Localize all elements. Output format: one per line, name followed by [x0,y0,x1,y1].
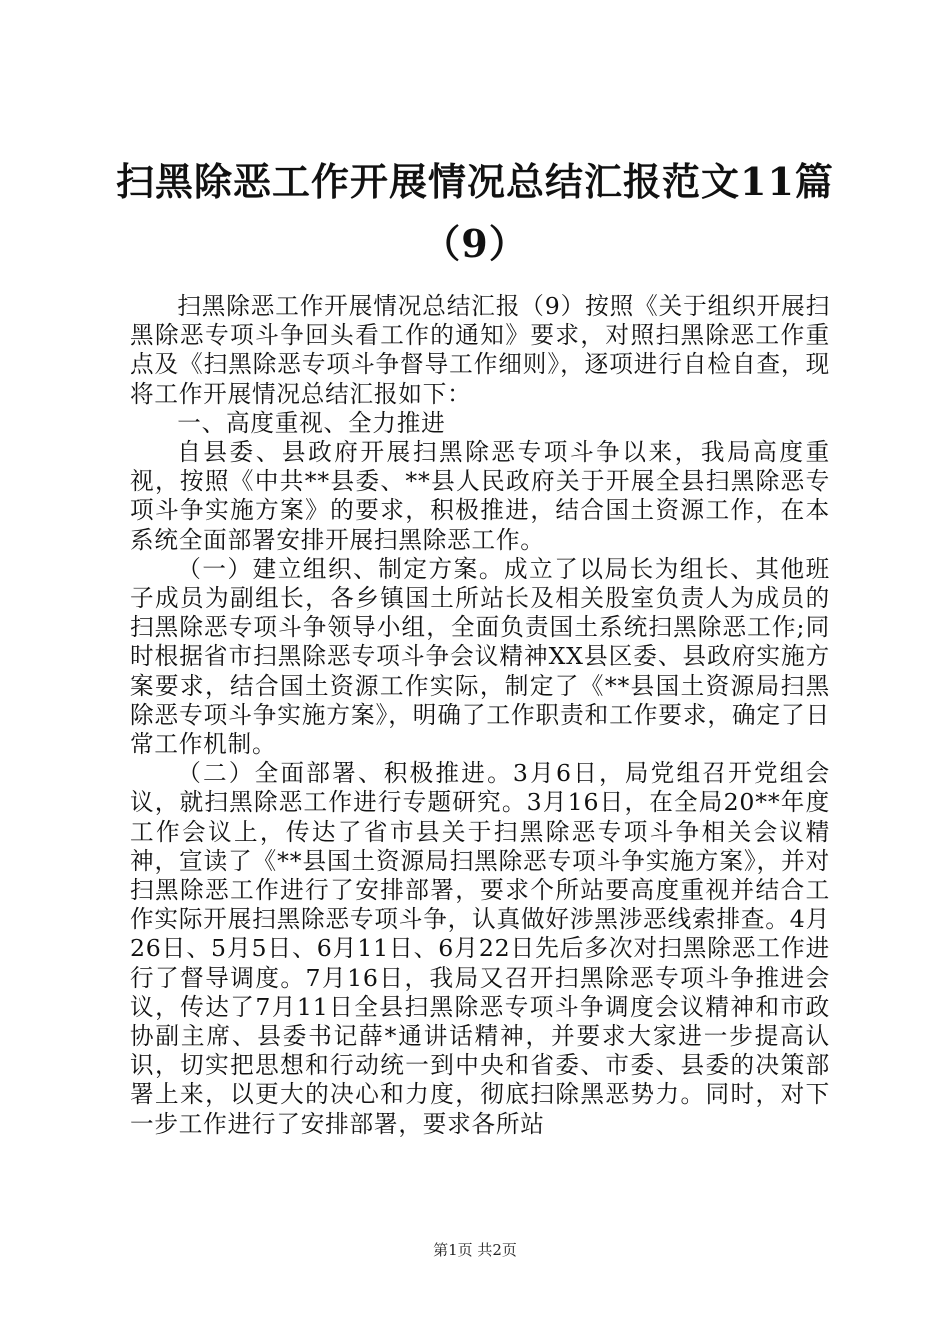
document-title-number: （9） [422,221,528,266]
page-footer: 第1页 共2页 [433,1241,517,1259]
body-paragraph: （二）全面部署、积极推进。3月6日，局党组召开党组会议，就扫黑除恶工作进行专题研究。3月16日，在全局20**年度工作会议上，传达了省市县关于扫黑除恶专项斗争相关会议精神，宣读了《**县国土资源局扫黑除恶专项斗争实施方案》，并对扫黑除恶工作进行了安排部署，要求个所站要高度重视并结合工作实际开展扫黑除恶专项斗争，认真做好涉黑涉恶线索排查。4月26日、5月5日、6月11日、6月22日先后多次对扫黑除恶工作进行了督导调度。7月16日，我局又召开扫黑除恶专项斗争推进会议，传达了7月11日全县扫黑除恶专项斗争调度会议精神和市政协副主席、县委书记薛*通讲话精神，并要求大家进一步提高认识，切实把思想和行动统一到中央和省委、市委、县委的决策部署上来，以更大的决心和力度，彻底扫除黑恶势力。同时，对下一步工作进行了安排部署，要求各所站 [130,759,830,1138]
section-heading: 一、高度重视、全力推进 [177,408,446,437]
body-paragraph: 自县委、县政府开展扫黑除恶专项斗争以来，我局高度重视，按照《中共**县委、**县人民政府关于开展全县扫黑除恶专项斗争实施方案》的要求，积极推进，结合国土资源工作，在本系统全面部署安排开展扫黑除恶工作。 [130,438,830,554]
body-paragraph: （一）建立组织、制定方案。成立了以局长为组长、其他班子成员为副组长，各乡镇国土所站长及相关股室负责人为成员的扫黑除恶专项斗争领导小组，全面负责国土系统扫黑除恶工作;同时根据省市扫黑除恶专项斗争会议精神XX县区委、县政府实施方案要求，结合国土资源工作实际，制定了《**县国土资源局扫黑除恶专项斗争实施方案》，明确了工作职责和工作要求，确定了日常工作机制。 [130,554,830,759]
document-body [130,292,830,1139]
intro-paragraph: 扫黑除恶工作开展情况总结汇报（9）按照《关于组织开展扫黑除恶专项斗争回头看工作的通知》要求，对照扫黑除恶工作重点及《扫黑除恶专项斗争督导工作细则》，逐项进行自检自查，现将工作开展情况总结汇报如下： [130,292,830,408]
document-title: 扫黑除恶工作开展情况总结汇报范文11篇 [116,159,834,204]
